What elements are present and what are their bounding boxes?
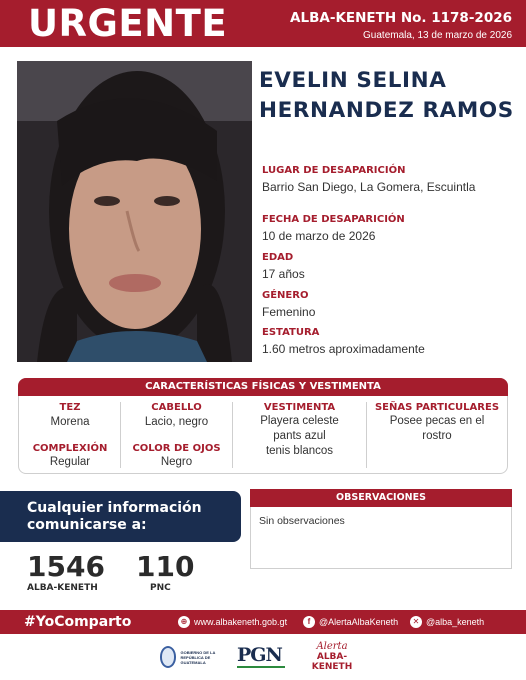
phone-pnc-label: PNC <box>150 583 171 593</box>
genero-label: GÉNERO <box>262 290 309 301</box>
pgn-logo: PGN <box>237 644 282 666</box>
estatura-value: 1.60 metros aproximadamente <box>262 342 425 356</box>
vestimenta-line: tenis blancos <box>265 445 334 457</box>
estatura-label: ESTATURA <box>262 327 320 338</box>
alba-keneth-logo <box>302 642 362 672</box>
edad-value: 17 años <box>262 267 305 281</box>
cabello-value: Lacio, negro <box>144 416 209 428</box>
name-line-1: EVELIN SELINA <box>259 68 447 93</box>
senas-line: rostro <box>422 430 452 442</box>
characteristics-title: CARACTERÍSTICAS FÍSICAS Y VESTIMENTA <box>18 378 508 396</box>
cabello-label: CABELLO <box>151 402 202 413</box>
contact-line-1: Cualquier información <box>27 500 202 516</box>
senas-label: SEÑAS PARTICULARES <box>374 402 500 413</box>
pgn-underline <box>237 666 285 668</box>
complexion-label: COMPLEXIÓN <box>32 443 108 454</box>
vestimenta-line: Playera celeste <box>260 415 339 427</box>
twitter-link[interactable] <box>410 610 484 634</box>
name-line-2: HERNANDEZ RAMOS <box>259 98 514 123</box>
contact-line-2: comunicarse a: <box>27 517 147 533</box>
vestimenta-value <box>233 414 366 459</box>
tez-label: TEZ <box>59 402 81 413</box>
fecha-label: FECHA DE DESAPARICIÓN <box>262 214 405 225</box>
facebook-text: @AlertaAlbaKeneth <box>319 617 399 627</box>
website-text: www.albakeneth.gob.gt <box>194 617 288 627</box>
contact-banner <box>0 491 241 542</box>
fecha-value: 10 de marzo de 2026 <box>262 229 376 243</box>
guatemala-government-logo <box>160 644 226 670</box>
vestimenta-label: VESTIMENTA <box>263 402 336 413</box>
x-icon: ✕ <box>410 616 422 628</box>
urgent-label: URGENTE <box>28 2 228 45</box>
portrait-illustration <box>17 61 252 362</box>
senas-value <box>367 414 507 444</box>
observations-title: OBSERVACIONES <box>250 489 512 507</box>
lugar-value: Barrio San Diego, La Gomera, Escuintla <box>262 180 476 194</box>
globe-icon: ⊕ <box>178 616 190 628</box>
edad-label: EDAD <box>262 252 294 263</box>
gov-text-line-1: GOBIERNO DE LA REPÚBLICA DE <box>180 649 216 660</box>
genero-value: Femenino <box>262 305 316 319</box>
ojos-value: Negro <box>160 456 193 468</box>
missing-person-photo <box>17 61 252 362</box>
guatemala-seal-icon <box>160 646 176 668</box>
facebook-link[interactable] <box>303 610 398 634</box>
website-link[interactable] <box>178 610 287 634</box>
vestimenta-line: pants azul <box>273 430 326 442</box>
senas-line: Posee pecas en el <box>389 415 485 427</box>
issue-date: Guatemala, 13 de marzo de 2026 <box>363 30 512 41</box>
hashtag: #YoComparto <box>24 614 132 630</box>
ojos-label: COLOR DE OJOS <box>132 443 221 454</box>
lugar-label: LUGAR DE DESAPARICIÓN <box>262 165 406 176</box>
ak-line-1: Alerta <box>316 641 348 652</box>
gov-text-line-2: GUATEMALA <box>180 659 206 665</box>
alert-number: ALBA-KENETH No. 1178-2026 <box>290 10 512 26</box>
tez-value: Morena <box>50 416 90 428</box>
ak-line-2: ALBA-KENETH <box>311 652 353 672</box>
phone-alba-keneth-label: ALBA-KENETH <box>27 583 98 593</box>
phone-alba-keneth: 1546 <box>27 550 105 583</box>
observations-text: Sin observaciones <box>259 515 345 527</box>
twitter-text: @alba_keneth <box>426 617 485 627</box>
phone-pnc: 110 <box>136 550 195 583</box>
person-name <box>259 66 521 126</box>
complexion-value: Regular <box>49 456 91 468</box>
facebook-icon: f <box>303 616 315 628</box>
